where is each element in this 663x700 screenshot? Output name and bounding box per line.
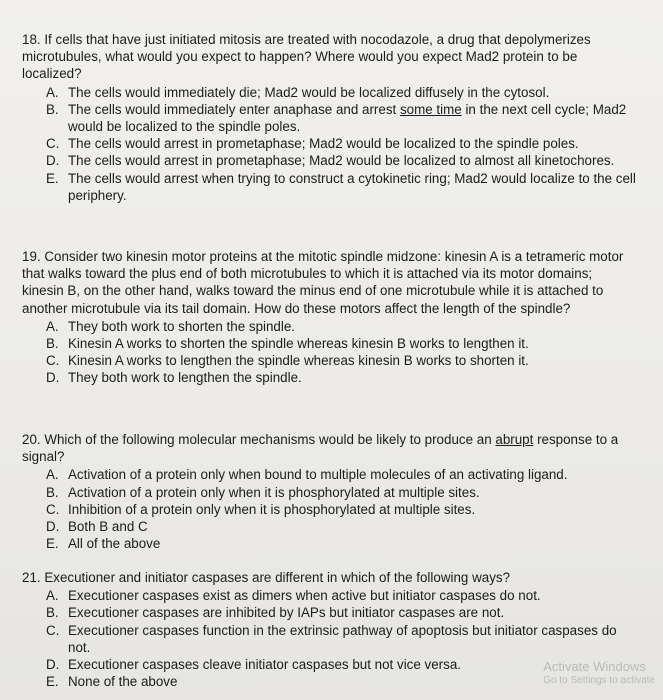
option-text: All of the above <box>68 536 161 552</box>
option-text: Executioner caspases function in the extrinsic pathway of apoptosis but initiator caspases do not. <box>68 622 617 655</box>
option-letter: A. <box>46 588 59 604</box>
option-letter: D. <box>46 153 60 169</box>
option-19-d[interactable] <box>22 369 637 386</box>
option-text: They both work to lengthen the spindle. <box>68 370 302 386</box>
option-letter: B. <box>46 336 59 352</box>
option-20-a[interactable] <box>22 466 637 483</box>
question-18-stem: 18. If cells that have just initiated mitosis are treated with nocodazole, a drug that depolymerizes microtubules, what would you expect to happen? Where would you expect Mad2 protein to be localized? <box>22 32 591 82</box>
option-letter: A. <box>46 84 59 100</box>
option-text: Activation of a protein only when bound to multiple molecules of an activating ligand. <box>68 467 568 483</box>
option-text: The cells would immediately die; Mad2 would be localized diffusely in the cytosol. <box>68 84 550 100</box>
option-18-a[interactable] <box>22 84 637 101</box>
option-text: They both work to shorten the spindle. <box>68 318 296 334</box>
option-21-b[interactable] <box>22 604 637 621</box>
question-20-stem <box>22 431 637 465</box>
stem-text-part: response to a signal? <box>22 432 619 465</box>
option-text: Executioner caspases exist as dimers when active but initiator caspases do not. <box>68 588 541 604</box>
option-text: Executioner caspases are inhibited by IAPs but initiator caspases are not. <box>68 605 505 621</box>
option-text: Inhibition of a protein only when it is phosphorylated at multiple sites. <box>68 501 476 517</box>
option-18-e[interactable] <box>22 170 637 204</box>
option-letter: E. <box>46 674 59 690</box>
watermark-subtitle: Go to Settings to activate <box>543 675 655 686</box>
stem-text-part: 20. Which of the following molecular mechanisms would be likely to produce an <box>22 432 496 447</box>
underlined-text: some time <box>399 101 462 117</box>
watermark-title: Activate Windows <box>543 659 646 674</box>
option-text: Activation of a protein only when it is phosphorylated at multiple sites. <box>68 484 480 500</box>
option-18-c[interactable] <box>22 135 637 152</box>
option-18-b[interactable] <box>22 101 637 135</box>
option-letter: D. <box>46 370 60 386</box>
option-20-e[interactable] <box>22 535 637 552</box>
question-19 <box>22 248 637 387</box>
option-letter: E. <box>46 170 59 186</box>
option-text: The cells would arrest in prometaphase; Mad2 would be localized to almost all kinetochores. <box>68 153 615 169</box>
option-letter: E. <box>46 536 59 552</box>
option-19-a[interactable] <box>22 318 637 335</box>
option-18-d[interactable] <box>22 152 637 169</box>
question-18 <box>22 31 637 204</box>
question-19-options <box>22 318 637 387</box>
option-letter: D. <box>46 519 60 535</box>
option-text: The cells would arrest in prometaphase; Mad2 would be localized to the spindle poles. <box>68 136 579 152</box>
underlined-text: abrupt <box>495 432 534 447</box>
option-20-c[interactable] <box>22 501 637 518</box>
question-18-options <box>22 84 637 204</box>
option-text: None of the above <box>68 674 178 690</box>
option-text: Kinesin A works to shorten the spindle whereas kinesin B works to lengthen it. <box>68 336 529 352</box>
option-letter: B. <box>46 101 59 117</box>
option-19-c[interactable] <box>22 352 637 369</box>
option-text-part: in the next cell cycle; Mad2 would be localized to the spindle poles. <box>68 101 627 135</box>
option-text: The cells would arrest when trying to construct a cytokinetic ring; Mad2 would localize to the cell periphery. <box>68 170 636 203</box>
option-letter: C. <box>46 353 60 369</box>
option-letter: B. <box>46 605 59 621</box>
option-text: Kinesin A works to lengthen the spindle whereas kinesin B works to shorten it. <box>68 353 529 369</box>
option-letter: C. <box>46 136 60 152</box>
option-20-b[interactable] <box>22 484 637 501</box>
option-21-c[interactable] <box>22 622 637 656</box>
question-21-stem: 21. Executioner and initiator caspases are different in which of the following ways? <box>22 570 511 585</box>
option-letter: A. <box>46 467 59 483</box>
option-letter: B. <box>46 484 59 500</box>
option-21-a[interactable] <box>22 587 637 604</box>
question-20 <box>22 431 637 552</box>
option-text: Both B and C <box>68 519 148 535</box>
option-19-b[interactable] <box>22 335 637 352</box>
option-text: Executioner caspases cleave initiator caspases but not vice versa. <box>68 657 461 673</box>
question-19-stem: 19. Consider two kinesin motor proteins at the mitotic spindle midzone: kinesin A is a tetrameric motor that walks toward the plus end of both microtubules to which it is attached via its motor domains; kinesin B, on the other hand, walks toward the minus end of one microtubule while it is attached to another microtubule via its tail domain. How do these motors affect the length of the spindle? <box>22 249 624 316</box>
activate-windows-watermark <box>543 660 655 688</box>
option-letter: A. <box>46 318 59 334</box>
option-letter: C. <box>46 622 60 638</box>
option-20-d[interactable] <box>22 518 637 535</box>
option-letter: C. <box>46 501 60 517</box>
option-text-part: The cells would immediately enter anaphase and arrest <box>68 101 400 117</box>
question-20-options <box>22 466 637 552</box>
option-letter: D. <box>46 657 60 673</box>
